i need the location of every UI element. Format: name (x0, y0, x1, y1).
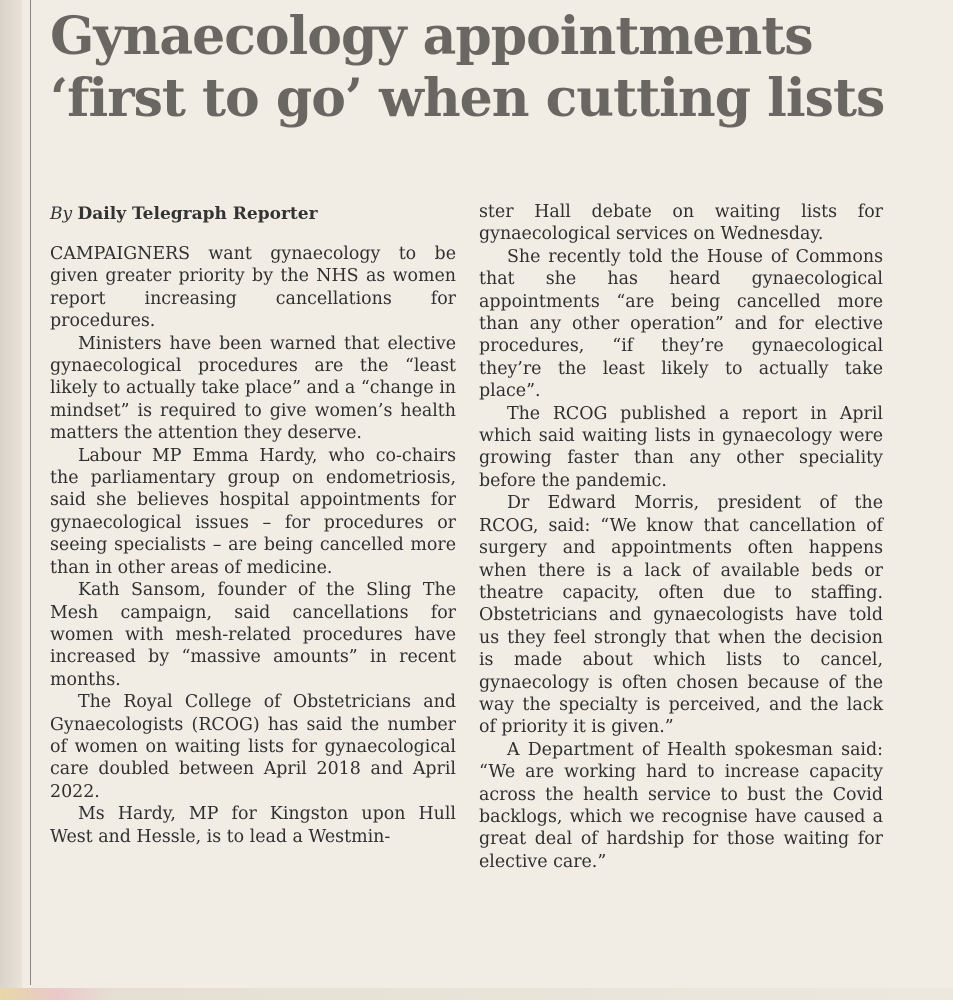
paragraph: Ministers have been warned that elective gynaecological procedures are the “least likely to actually take place” and a “change in mindset” is required to give women’s health matters the attention they deserve. (50, 333, 456, 444)
left-column (50, 243, 460, 848)
paragraph: Dr Edward Morris, president of the RCOG, said: “We know that cancellation of surgery and appointments often happens when there is a lack of available beds or theatre capacity, often due to staffing. Obstetricians and gynaecologists have told us they feel strongly that when the decision is made about which lists to cancel, gynaecology is often chosen because of the way the specialty is perceived, and the lack of priority it is given.” (479, 493, 883, 738)
page-bottom-edge (0, 988, 953, 1000)
byline-name: Daily Telegraph Reporter (77, 204, 318, 224)
paragraph: The Royal College of Obstetricians and Gynaecologists (RCOG) has said the number of women on waiting lists for gynaecological care doubled between April 2018 and April 2022. (50, 692, 456, 802)
adjacent-page-edge (0, 0, 22, 1000)
paragraph: A Department of Health spokesman said: “We are working hard to increase capacity across the health service to bust the Covid backlogs, which we recognise have caused a great deal of hardship for those waiting for elective care.” (479, 739, 883, 872)
paragraph-continuation: ster Hall debate on waiting lists for gynaecological services on Wednesday. (479, 202, 883, 245)
byline (50, 204, 470, 224)
headline-line-2: ‘first to go’ when cutting lists (50, 68, 885, 129)
paragraph: Labour MP Emma Hardy, who co-chairs the parliamentary group on endometriosis, said she believes hospital appointments for gynaecological issues – for procedures or seeing specialists – are being cancelled more than in other areas of medicine. (50, 445, 456, 578)
paragraph: She recently told the House of Commons that she has heard gynaecological appointments “are being cancelled more than any other operation” and for elective procedures, “if they’re gynaecological they’re the least likely to actually take place”. (479, 246, 883, 402)
paragraph: Kath Sansom, founder of the Sling The Mesh campaign, said cancellations for women with mesh-related procedures have increased by “massive amounts” in recent months. (50, 580, 456, 690)
headline-line-1: Gynaecology appointments (50, 6, 813, 67)
column-rule (30, 0, 31, 985)
paragraph: CAMPAIGNERS want gynaecology to be given greater priority by the NHS as women report increasing cancellations for procedures. (50, 244, 456, 332)
paragraph: Ms Hardy, MP for Kingston upon Hull West and Hessle, is to lead a Westmin- (50, 804, 456, 847)
paragraph: The RCOG published a report in April which said waiting lists in gynaecology were growing faster than any other speciality before the pandemic. (479, 403, 883, 491)
byline-prefix: By (50, 204, 73, 224)
headline (50, 6, 930, 130)
right-column (479, 201, 889, 873)
